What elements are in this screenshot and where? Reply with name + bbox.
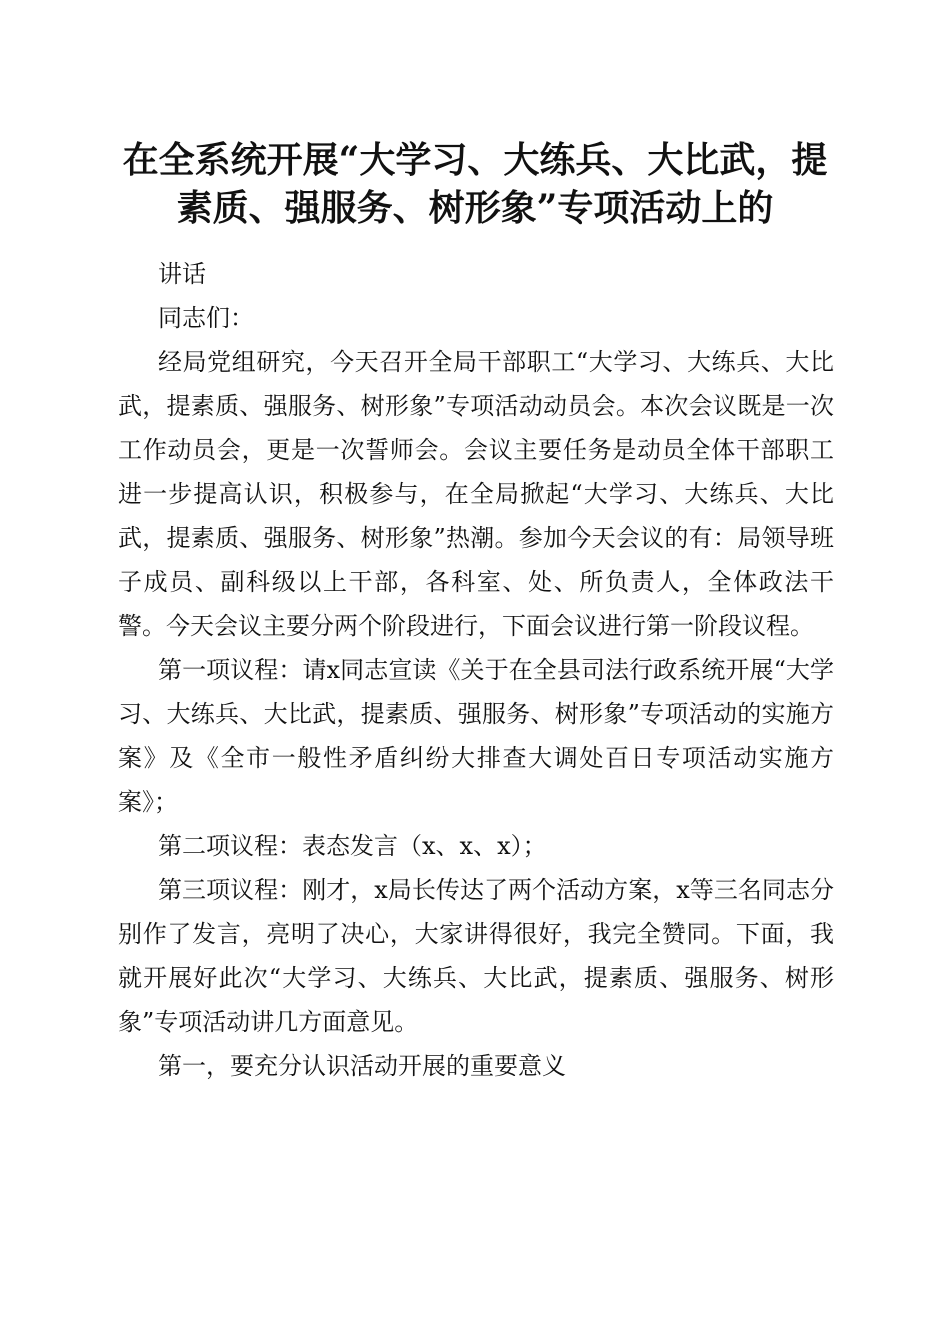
document-title xyxy=(95,136,855,232)
document-body xyxy=(118,252,834,1088)
paragraph-subtitle: 讲话 xyxy=(158,260,206,288)
title-line-2: 素质、强服务、树形象”专项活动上的 xyxy=(176,187,774,229)
title-line-1: 在全系统开展“大学习、大练兵、大比武，提 xyxy=(122,139,828,181)
paragraph-agenda-2: 第二项议程：表态发言（x、x、x）； xyxy=(158,832,547,860)
section-heading-1: 第一，要充分认识活动开展的重要意义 xyxy=(158,1052,566,1080)
paragraph-intro: 经局党组研究，今天召开全局干部职工“大学习、大练兵、大比武，提素质、强服务、树形象”专项活动动员会。本次会议既是一次工作动员会，更是一次誓师会。会议主要任务是动员全体干部职工进一步提高认识，积极参与，在全局掀起“大学习、大练兵、大比武，提素质、强服务、树形象”热潮。参加今天会议的有：局领导班子成员、副科级以上干部，各科室、处、所负责人，全体政法干警。今天会议主要分两个阶段进行，下面会议进行第一阶段议程。 xyxy=(118,348,834,640)
paragraph-salutation: 同志们： xyxy=(158,304,254,332)
paragraph-agenda-3: 第三项议程：刚才，x局长传达了两个活动方案，x等三名同志分别作了发言，亮明了决心，大家讲得很好，我完全赞同。下面，我就开展好此次“大学习、大练兵、大比武，提素质、强服务、树形象”专项活动讲几方面意见。 xyxy=(118,876,834,1036)
paragraph-agenda-1: 第一项议程：请x同志宣读《关于在全县司法行政系统开展“大学习、大练兵、大比武，提素质、强服务、树形象”专项活动的实施方案》及《全市一般性矛盾纠纷大排查大调处百日专项活动实施方案》； xyxy=(118,656,834,816)
